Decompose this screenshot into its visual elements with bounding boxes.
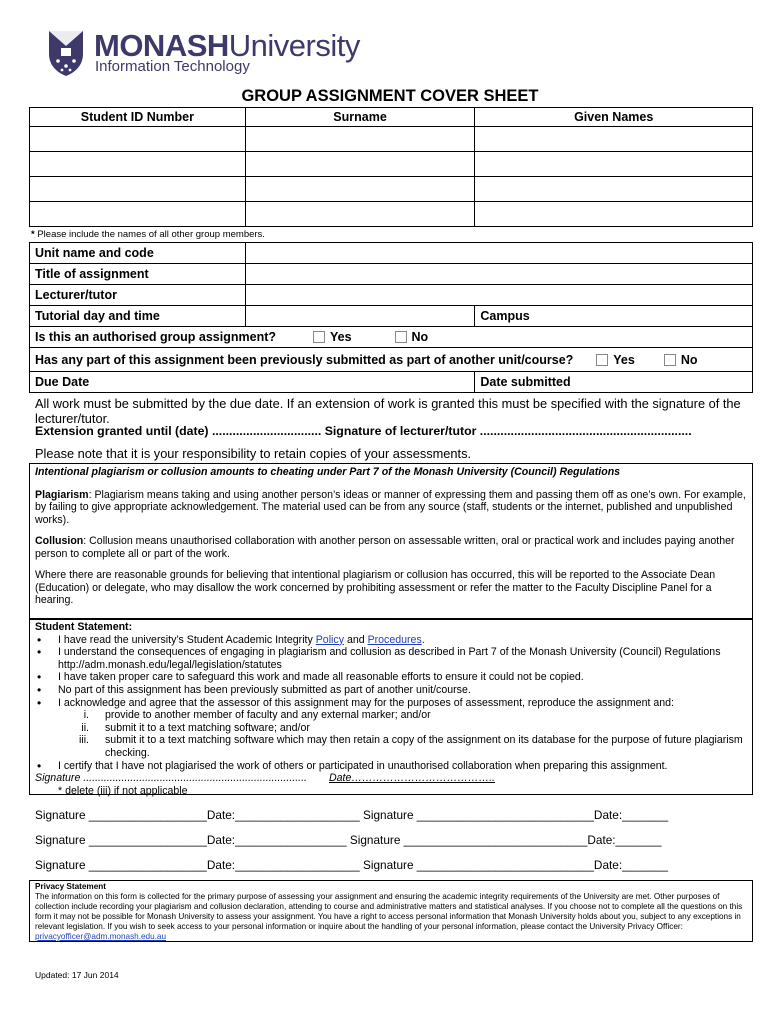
- extension-line: Extension granted until (date) ................................ Signature of lecturer/tutor ..............................................................: [35, 424, 692, 438]
- group-members-table: [29, 107, 753, 227]
- retain-copies-note: Please note that it is your responsibility to retain copies of your assessments.: [35, 446, 472, 461]
- privacy-heading: Privacy Statement: [35, 882, 106, 891]
- column-header: Given Names: [475, 108, 753, 127]
- lecturer-label: Lecturer/tutor: [30, 285, 246, 306]
- campus-label: Campus: [475, 306, 753, 327]
- table-row: [30, 152, 753, 177]
- list-item: • I understand the consequences of engaging in plagiarism and collusion as described in Part 7 of the Monash University (Council) Regulations http://adm.monash.edu/legal/legislation/statutes: [35, 646, 747, 671]
- lecturer-field[interactable]: [245, 285, 752, 306]
- unit-field[interactable]: [245, 243, 752, 264]
- privacy-text: The information on this form is collected for the primary purpose of assessing your assignment and ensuring the academic integrity requirements of the University are met. Other purposes of collection include recording your plagiarism and collusion declaration, attending to course and administrative matters and statistical analyses. If you choose not to complete all the questions on this form it may not be possible for Monash University to assess your assignment. You have a right to access personal information that Monash University holds about you, subject to any exceptions in relevant legislation. If you wish to seek access to your personal information or inquire about the handling of your personal information, please contact the University Privacy Officer: privacyofficer@adm.monash.edu.au: [35, 892, 743, 941]
- table-row: [30, 127, 753, 152]
- sub-item: ii. submit it to a text matching software; and/or: [81, 721, 310, 734]
- given-names-field[interactable]: [475, 152, 753, 177]
- privacy-email-link[interactable]: privacyofficer@adm.monash.edu.au: [35, 932, 167, 941]
- members-note: * Please include the names of all other group members.: [31, 229, 265, 240]
- table-header-row: [30, 108, 753, 127]
- student-statement-box: [29, 619, 753, 795]
- student-id-field[interactable]: [30, 202, 246, 227]
- list-item: • I acknowledge and agree that the assessor of this assignment may for the purposes of assessment, reproduce the assignment and:: [35, 697, 747, 710]
- plagiarism-heading: Intentional plagiarism or collusion amounts to cheating under Part 7 of the Monash University (Council) Regulations: [35, 466, 621, 478]
- list-item: • I have taken proper care to safeguard this work and made all reasonable efforts to ensure it could not be copied.: [35, 671, 747, 684]
- document-title: GROUP ASSIGNMENT COVER SHEET: [241, 87, 539, 105]
- collusion-definition: Collusion: Collusion means unauthorised collaboration with another person on assessable written, oral or practical work and includes paying another person to complete all or part of the work.: [35, 535, 735, 560]
- procedures-link[interactable]: Procedures: [367, 633, 422, 646]
- student-id-field[interactable]: [30, 127, 246, 152]
- assignment-info-table: [29, 242, 753, 393]
- list-item: • I certify that I have not plagiarised the work of others or participated in unauthorised collaboration when preparing this assignment.: [35, 760, 747, 773]
- column-header: Student ID Number: [30, 108, 246, 127]
- column-header: Surname: [245, 108, 475, 127]
- monash-crest-logo: [46, 28, 86, 78]
- title-label: Title of assignment: [30, 264, 246, 285]
- plagiarism-box: [29, 463, 753, 619]
- list-item: • I have read the university’s Student Academic Integrity Policy and Procedures.: [35, 634, 747, 647]
- privacy-statement-box: [29, 880, 753, 942]
- list-item: • No part of this assignment has been previously submitted as part of another unit/course.: [35, 684, 747, 697]
- sub-item: iii. submit it to a text matching software which may then retain a copy of the assignment on its database for the purpose of future plagiarism checking.: [78, 734, 743, 759]
- tutorial-label: Tutorial day and time: [30, 306, 246, 327]
- signature-row[interactable]: Signature __________________Date:_________________ Signature ____________________________Date:_______: [35, 833, 662, 847]
- surname-field[interactable]: [245, 177, 475, 202]
- plagiarism-definition: Plagiarism: Plagiarism means taking and using another person’s ideas or manner of expressing them and passing them off as one’s own. For example, by failing to give appropriate acknowledgement. The material used can be from any source (staff, students or the internet, published and unpublished works).: [35, 488, 746, 526]
- title-field[interactable]: [245, 264, 752, 285]
- logo-faculty: Information Technology: [95, 58, 250, 75]
- updated-date: Updated: 17 Jun 2014: [35, 970, 119, 980]
- surname-field[interactable]: [245, 127, 475, 152]
- submitted-yes-checkbox[interactable]: [596, 354, 608, 366]
- delete-note: * delete (iii) if not applicable: [58, 784, 188, 797]
- authorised-no-checkbox[interactable]: [395, 331, 407, 343]
- statement-heading: Student Statement:: [35, 621, 133, 633]
- given-names-field[interactable]: [475, 202, 753, 227]
- given-names-field[interactable]: [475, 127, 753, 152]
- signature-row[interactable]: Signature __________________Date:___________________ Signature ___________________________Date:_______: [35, 808, 669, 822]
- due-date-label: Due Date: [30, 372, 475, 393]
- date-submitted-label: Date submitted: [475, 372, 753, 393]
- sub-item: i. provide to another member of faculty and any external marker; and/or: [83, 709, 431, 722]
- table-row: [30, 177, 753, 202]
- given-names-field[interactable]: [475, 177, 753, 202]
- authorised-question: Is this an authorised group assignment? Yes No: [30, 327, 753, 348]
- student-id-field[interactable]: [30, 152, 246, 177]
- authorised-yes-checkbox[interactable]: [313, 331, 325, 343]
- surname-field[interactable]: [245, 202, 475, 227]
- table-row: [30, 202, 753, 227]
- surname-field[interactable]: [245, 152, 475, 177]
- grounds-paragraph: Where there are reasonable grounds for believing that intentional plagiarism or collusion has occurred, this will be reported to the Associate Dean (Education) or delegate, who may disallow the work concerned by prohibiting assessment or refer the matter to the Faculty Discipline Panel for a hearing.: [35, 569, 716, 606]
- unit-label: Unit name and code: [30, 243, 246, 264]
- due-date-note: All work must be submitted by the due date. If an extension of work is granted this must be specified with the signature of the lecturer/tutor.: [35, 396, 741, 426]
- student-id-field[interactable]: [30, 177, 246, 202]
- signature-row[interactable]: Signature __________________Date:___________________ Signature ___________________________Date:_______: [35, 858, 669, 872]
- submitted-question: Has any part of this assignment been previously submitted as part of another unit/course? Yes No: [30, 348, 753, 372]
- tutorial-field[interactable]: [245, 306, 475, 327]
- logo-wordmark: MONASHUniversity: [94, 28, 360, 63]
- policy-link[interactable]: Policy: [315, 633, 344, 646]
- statement-signature-line: Signature ............................................................................ Date…………………………………..: [35, 772, 495, 785]
- submitted-no-checkbox[interactable]: [664, 354, 676, 366]
